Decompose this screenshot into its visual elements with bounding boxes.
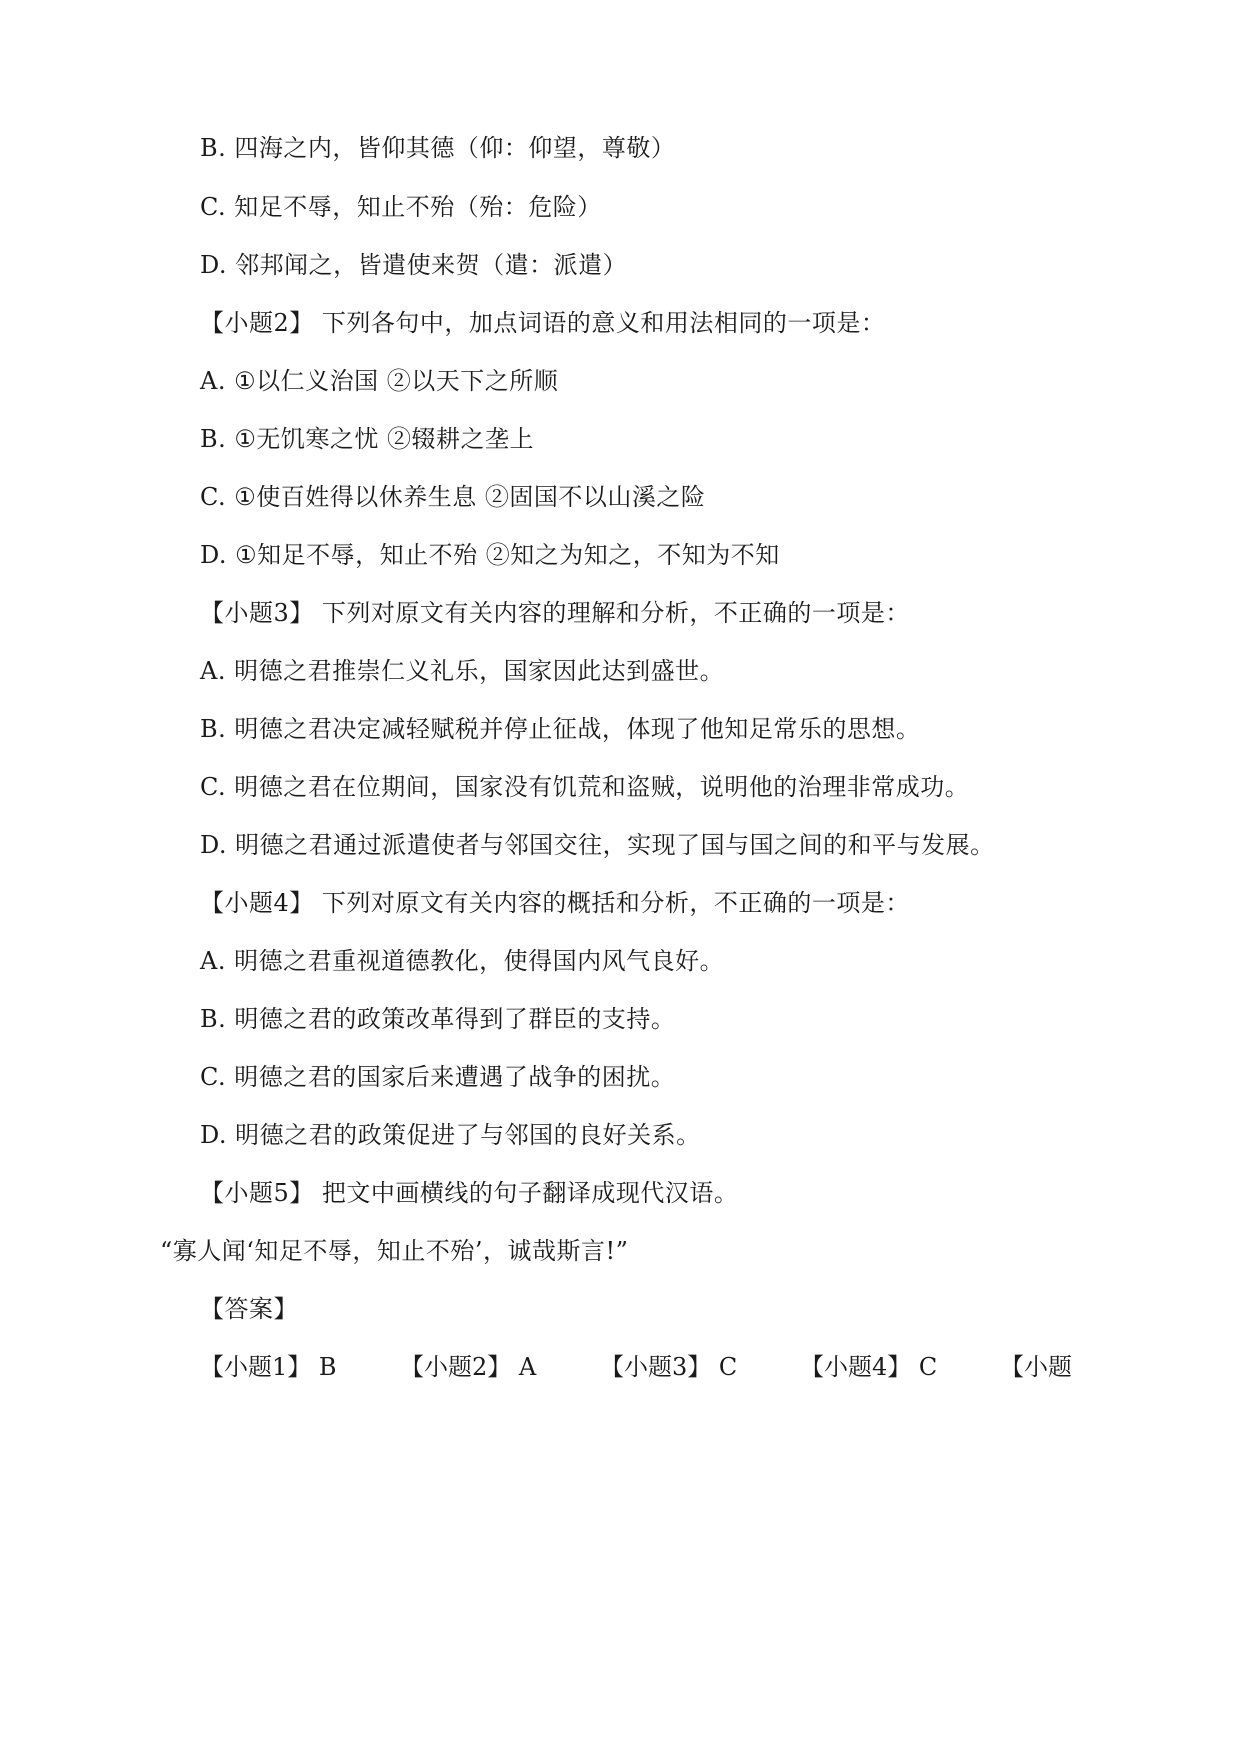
answer-item: 【小题1】 B <box>200 1353 337 1381</box>
text-line: A. ①以仁义治国 ②以天下之所顺 <box>200 367 559 395</box>
text-line: B. 明德之君的政策改革得到了群臣的支持。 <box>200 1005 676 1033</box>
answer-item: 【小题3】 C <box>600 1353 738 1381</box>
question-heading: 【小题2】 下列各句中，加点词语的意义和用法相同的一项是： <box>200 309 886 337</box>
text-line: D. 明德之君的政策促进了与邻国的良好关系。 <box>200 1121 701 1149</box>
text-line: C. 明德之君在位期间，国家没有饥荒和盗贼，说明他的治理非常成功。 <box>200 773 970 801</box>
text-line: B. 四海之内，皆仰其德（仰：仰望，尊敬） <box>200 134 676 162</box>
text-line: A. 明德之君推崇仁义礼乐，国家因此达到盛世。 <box>200 657 725 685</box>
text-line: D. 明德之君通过派遣使者与邻国交往，实现了国与国之间的和平与发展。 <box>200 831 995 859</box>
text-line: C. 明德之君的国家后来遭遇了战争的困扰。 <box>200 1063 676 1091</box>
quoted-sentence: “寡人闻‘知足不辱，知止不殆’，诚哉斯言!” <box>160 1237 629 1265</box>
question-heading: 【小题4】 下列对原文有关内容的概括和分析，不正确的一项是： <box>200 889 910 917</box>
answer-item: 【小题 <box>1000 1353 1072 1381</box>
text-line: D. 邻邦闻之，皆遣使来贺（遣：派遣） <box>200 251 628 279</box>
text-line: C. ①使百姓得以休养生息 ②固国不以山溪之险 <box>200 483 706 511</box>
question-heading: 【小题3】 下列对原文有关内容的理解和分析，不正确的一项是： <box>200 599 910 627</box>
answer-item: 【小题4】 C <box>800 1353 938 1381</box>
question-heading: 【小题5】 把文中画横线的句子翻译成现代汉语。 <box>200 1179 739 1207</box>
answer-item: 【小题2】 A <box>400 1353 537 1381</box>
text-line: B. 明德之君决定减轻赋税并停止征战，体现了他知足常乐的思想。 <box>200 715 921 743</box>
text-line: A. 明德之君重视道德教化，使得国内风气良好。 <box>200 947 725 975</box>
text-line: B. ①无饥寒之忧 ②辍耕之垄上 <box>200 425 535 453</box>
text-line: C. 知足不辱，知止不殆（殆：危险） <box>200 193 602 221</box>
answer-heading: 【答案】 <box>200 1295 298 1323</box>
text-line: D. ①知足不辱，知止不殆 ②知之为知之，不知为不知 <box>200 541 780 569</box>
